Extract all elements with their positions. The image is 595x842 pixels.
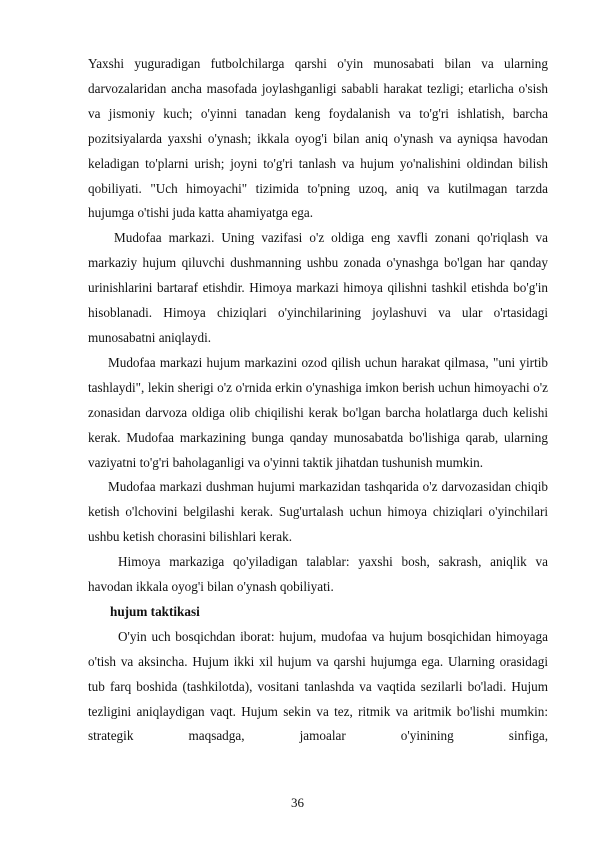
paragraph-2: Mudofaa markazi. Uning vazifasi o'z oldiga eng xavfli zonani qo'riqlash va markaziy hujum qiluvchi dushmanning ushbu zonada o'ynashga bo'lgan har qanday urinishlarini bartaraf etishdir. Himoya markazi himoya qilishni tashkil etishda bo'g'in hisoblanadi. Himoya chiziqlari o'yinchilarining joylashuvi va ular o'rtasidagi munosabatni aniqlaydi.	[88, 230, 548, 345]
paragraph-4: Mudofaa markazi dushman hujumi markazidan tashqarida o'z darvozasidan chiqib ketish o'lchovini belgilashi kerak. Sug'urtalash uchun himoya chiziqlari o'yinchilari ushbu ketish chorasini bilishlari kerak.	[88, 479, 548, 545]
paragraph-1: Yaxshi yuguradigan futbolchilarga qarshi o'yin munosabati bilan va ularning darvozalaridan ancha masofada joylashganligi sababli harakat tezligi; etarlicha o'sish va jismoniy kuch; o'yinni tanadan keng foydalanish va to'g'ri ishlatish, barcha pozitsiyalarda yaxshi o'ynash; ikkala oyog'i bilan aniq o'ynash va ayniqsa havodan keladigan to'plarni urish; joyni to'g'ri tanlash va hujum yo'nalishini oldindan bilish qobiliyati. "Uch himoyachi" tizimida to'pning uzoq, aniq va kutilmagan tarzda hujumga o'tishi juda katta ahamiyatga ega.	[88, 56, 548, 221]
paragraph-6: O'yin uch bosqichdan iborat: hujum, mudofaa va hujum bosqichidan himoyaga o'tish va aksincha. Hujum ikki xil hujum va qarshi hujumga ega. Ularning orasidagi tub farq boshida (tashkilotda), vositani tanlashda va vaqtida sezilarli bo'ladi. Hujum tezligini aniqlaydigan vaqt. Hujum sekin va tez, ritmik va aritmik bo'lishi mumkin: strategik maqsadga, jamoalar o'yinining sinfiga,	[88, 628, 548, 744]
paragraph-5: Himoya markaziga qo'yiladigan talablar: yaxshi bosh, sakrash, aniqlik va havodan ikkala oyog'i bilan o'ynash qobiliyati.	[88, 554, 548, 595]
page-number: 36	[291, 795, 304, 810]
paragraph-3: Mudofaa markazi hujum markazini ozod qilish uchun harakat qilmasa, "uni yirtib tashlaydi", lekin sherigi o'z o'rnida erkin o'ynashiga imkon berish uchun himoyachi o'z zonasidan darvoza oldiga olib chiqilishi kerak bo'lgan barcha holatlarga duch kelishi kerak. Mudofaa markazining bunga qanday munosabatda bo'lishiga qarab, ularning vaziyatni to'g'ri baholaganligi va o'yinni taktik jihatdan tushunish mumkin.	[88, 354, 548, 470]
document-page	[88, 52, 548, 749]
section-heading: hujum taktikasi	[110, 603, 200, 619]
